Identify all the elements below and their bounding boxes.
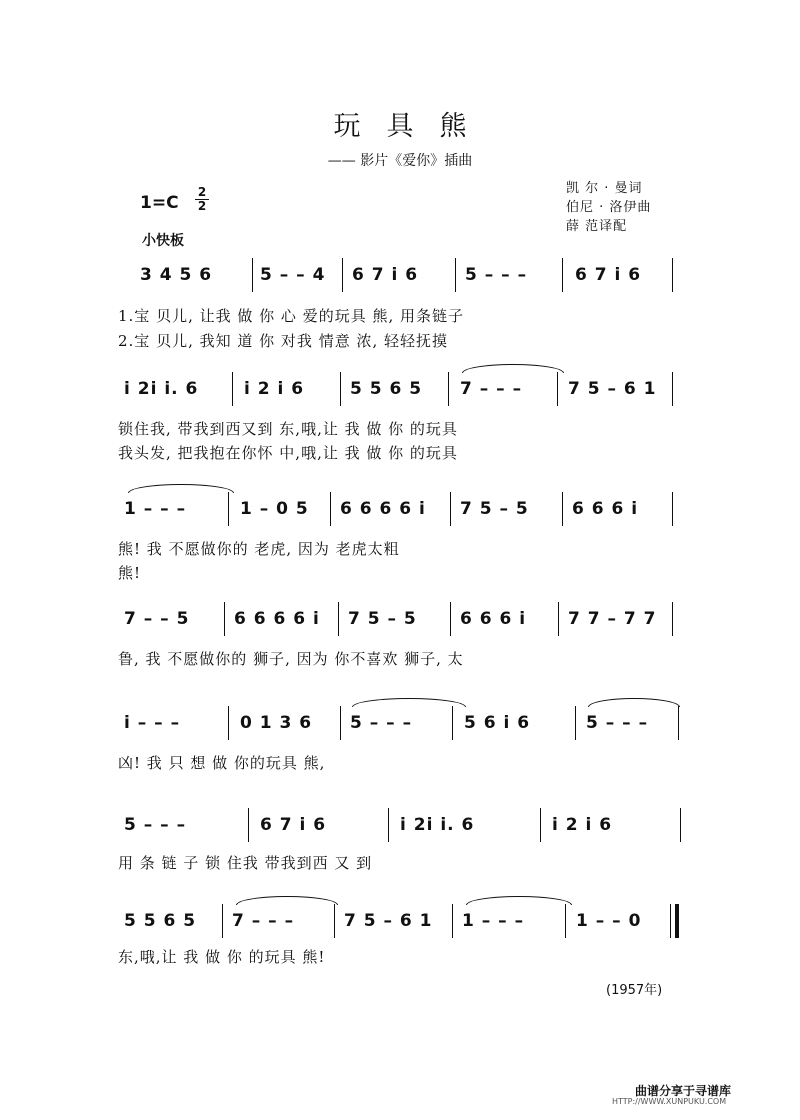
measure: i 2 i 6 (552, 815, 613, 835)
measure: 7 5 – 5 (460, 499, 529, 519)
measure: 6 6 6 6 i (234, 609, 320, 629)
measure: 7 5 – 6 1 (344, 911, 433, 931)
barline (670, 904, 671, 938)
measure: 6 7 i 6 (260, 815, 327, 835)
barline (228, 706, 229, 740)
tie-arc (352, 698, 466, 707)
measure: 5 5 6 5 (124, 911, 197, 931)
barline (222, 904, 223, 938)
lyricist-credit: 凯 尔 · 曼词 (566, 181, 643, 196)
watermark-text: 曲谱分享于寻谱库 (635, 1084, 732, 1098)
lyric-line: 熊! (118, 564, 142, 582)
measure: 7 5 – 6 1 (568, 379, 657, 399)
watermark-url: HTTP://WWW.XUNPUKU.COM (612, 1097, 727, 1106)
barline (452, 706, 453, 740)
lyric-line: 用 条 链 子 锁 住我 带我到西 又 到 (118, 854, 373, 872)
barline (672, 258, 673, 292)
barline (672, 492, 673, 526)
tie-arc (588, 698, 680, 707)
barline (334, 904, 335, 938)
measure: 3 4 5 6 (140, 265, 213, 285)
barline (672, 372, 673, 406)
measure: 5 – – 4 (260, 265, 326, 285)
barline (680, 808, 681, 842)
lyric-line: 我头发, 把我抱在你怀 中,哦,让 我 做 你 的玩具 (118, 444, 458, 462)
lyric-line: 1.宝 贝儿, 让我 做 你 心 爱的玩具 熊, 用条链子 (118, 307, 464, 325)
lyric-line: 熊! 我 不愿做你的 老虎, 因为 老虎太粗 (118, 540, 400, 558)
measure: 7 – – 5 (124, 609, 190, 629)
measure: 1 – 0 5 (240, 499, 309, 519)
measure: 6 6 6 6 i (340, 499, 426, 519)
barline (450, 602, 451, 636)
barline (448, 372, 449, 406)
barline (338, 602, 339, 636)
measure: 1 – – – (462, 911, 525, 931)
lyric-line: 凶! 我 只 想 做 你的玩具 熊, (118, 754, 326, 772)
measure: 6 6 6 i (572, 499, 639, 519)
measure: 1 – – 0 (576, 911, 642, 931)
measure: i – – – (124, 713, 181, 733)
measure: i 2 i 6 (244, 379, 305, 399)
measure: 6 6 6 i (460, 609, 527, 629)
barline (562, 492, 563, 526)
meter-top: 2 (197, 185, 207, 199)
measure: 5 5 6 5 (350, 379, 423, 399)
measure: i 2i i. 6 (400, 815, 475, 835)
song-title: 玩具熊 (333, 111, 493, 142)
final-barline (675, 904, 679, 938)
measure: 7 – – – (232, 911, 295, 931)
measure: 5 – – – (124, 815, 187, 835)
barline (228, 492, 229, 526)
measure: 6 7 i 6 (575, 265, 642, 285)
tie-arc (236, 896, 338, 905)
barline (330, 492, 331, 526)
barline (672, 602, 673, 636)
measure: 5 6 i 6 (464, 713, 531, 733)
measure: 5 – – – (350, 713, 413, 733)
song-subtitle: —— 影片《爱你》插曲 (327, 153, 473, 169)
time-signature (195, 186, 209, 213)
staff-system-6 (0, 808, 800, 842)
barline (455, 258, 456, 292)
barline (540, 808, 541, 842)
composition-year: (1957年) (606, 983, 663, 998)
barline (562, 258, 563, 292)
tie-arc (466, 896, 572, 905)
measure: 1 – – – (124, 499, 187, 519)
measure: 5 – – – (465, 265, 528, 285)
barline (340, 706, 341, 740)
tie-arc (462, 364, 564, 373)
barline (248, 808, 249, 842)
measure: i 2i i. 6 (124, 379, 199, 399)
key-signature: 1=C (140, 193, 179, 213)
barline (224, 602, 225, 636)
lyric-line: 鲁, 我 不愿做你的 狮子, 因为 你不喜欢 狮子, 太 (118, 650, 464, 668)
translator-credit: 薛 范译配 (566, 219, 628, 234)
barline (252, 258, 253, 292)
measure: 5 – – – (586, 713, 649, 733)
staff-system-2 (0, 372, 800, 406)
barline (342, 258, 343, 292)
staff-system-3 (0, 492, 800, 526)
measure: 6 7 i 6 (352, 265, 419, 285)
lyric-line: 2.宝 贝儿, 我知 道 你 对我 情意 浓, 轻轻抚摸 (118, 332, 448, 350)
tempo-marking: 小快板 (142, 233, 184, 249)
staff-system-5 (0, 706, 800, 740)
measure: 7 5 – 5 (348, 609, 417, 629)
staff-system-1 (0, 258, 800, 292)
measure: 7 – – – (460, 379, 523, 399)
barline (558, 602, 559, 636)
barline (557, 372, 558, 406)
barline (388, 808, 389, 842)
lyric-line: 锁住我, 带我到西又到 东,哦,让 我 做 你 的玩具 (118, 420, 458, 438)
barline (340, 372, 341, 406)
barline (575, 706, 576, 740)
barline (565, 904, 566, 938)
measure: 7 7 – 7 7 (568, 609, 657, 629)
staff-system-4 (0, 602, 800, 636)
tie-arc (128, 484, 234, 493)
composer-credit: 伯尼 · 洛伊曲 (566, 200, 652, 215)
barline (450, 492, 451, 526)
meter-bottom: 2 (197, 199, 207, 213)
barline (232, 372, 233, 406)
staff-system-7 (0, 904, 800, 938)
barline (678, 706, 679, 740)
measure: 0 1 3 6 (240, 713, 313, 733)
lyric-line: 东,哦,让 我 做 你 的玩具 熊! (118, 948, 326, 966)
barline (452, 904, 453, 938)
